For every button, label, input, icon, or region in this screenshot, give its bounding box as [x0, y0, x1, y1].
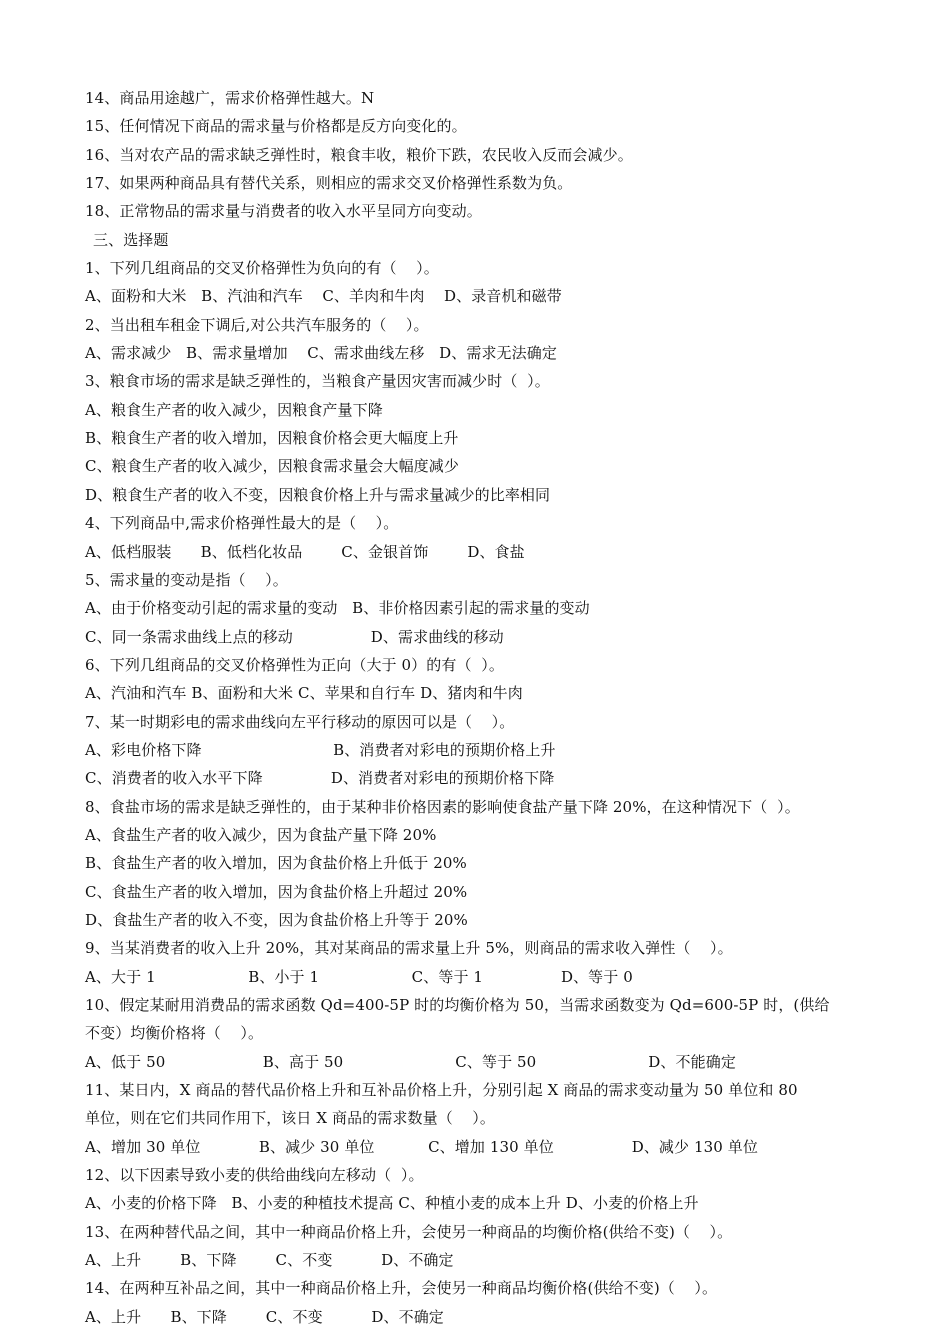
question-3-option-a: A、粮食生产者的收入减少，因粮食产量下降	[85, 400, 383, 419]
question-7-options-cd: C、消费者的收入水平下降 D、消费者对彩电的预期价格下降	[85, 769, 555, 788]
question-8: 8、食盐市场的需求是缺乏弹性的，由于某种非价格因素的影响使食盐产量下降 20%，在这种情况下（ ）。	[85, 797, 800, 816]
question-2-options: A、需求减少 B、需求量增加 C、需求曲线左移 D、需求无法确定	[85, 344, 557, 363]
question-8-option-c: C、食盐生产者的收入增加，因为食盐价格上升超过 20%	[85, 882, 468, 901]
question-1: 1、下列几组商品的交叉价格弹性为负向的有（ ）。	[85, 259, 439, 278]
question-6: 6、下列几组商品的交叉价格弹性为正向（大于 0）的有（ ）。	[85, 655, 504, 674]
question-10-continued: 不变）均衡价格将（ ）。	[85, 1024, 264, 1043]
question-4: 4、下列商品中,需求价格弹性最大的是（ ）。	[85, 514, 399, 533]
question-14-options: A、上升 B、下降 C、不变 D、不确定	[85, 1307, 444, 1326]
question-8-option-d: D、食盐生产者的收入不变，因为食盐价格上升等于 20%	[85, 910, 468, 929]
question-9-options: A、大于 1 B、小于 1 C、等于 1 D、等于 0	[85, 967, 633, 986]
question-10-options: A、低于 50 B、高于 50 C、等于 50 D、不能确定	[85, 1052, 736, 1071]
question-8-option-b: B、食盐生产者的收入增加，因为食盐价格上升低于 20%	[85, 854, 467, 873]
question-12-options: A、小麦的价格下降 B、小麦的种植技术提高 C、种植小麦的成本上升 D、小麦的价格上升	[85, 1194, 699, 1213]
statement-14: 14、商品用途越广，需求价格弹性越大。N	[85, 89, 375, 107]
question-11: 11、某日内，X 商品的替代品价格上升和互补品价格上升，分别引起 X 商品的需求变动量为 50 单位和 80	[85, 1081, 798, 1100]
question-10: 10、假定某耐用消费品的需求函数 Qd=400-5P 时的均衡价格为 50，当需求函数变为 Qd=600-5P 时，(供给	[85, 996, 830, 1014]
question-11-continued: 单位，则在它们共同作用下，该日 X 商品的需求数量（ ）。	[85, 1109, 495, 1128]
question-5: 5、需求量的变动是指（ ）。	[85, 570, 288, 589]
question-3-option-b: B、粮食生产者的收入增加，因粮食价格会更大幅度上升	[85, 429, 459, 448]
question-13: 13、在两种替代品之间，其中一种商品价格上升，会使另一种商品的均衡价格(供给不变)（ ）。	[85, 1222, 733, 1241]
question-3-option-c: C、粮食生产者的收入减少，因粮食需求量会大幅度减少	[85, 457, 459, 476]
question-5-options-cd: C、同一条需求曲线上点的移动 D、需求曲线的移动	[85, 627, 504, 646]
question-4-options: A、低档服装 B、低档化妆品 C、金银首饰 D、食盐	[85, 542, 525, 561]
question-3-option-d: D、粮食生产者的收入不变，因粮食价格上升与需求量减少的比率相同	[85, 485, 551, 504]
question-14: 14、在两种互补品之间，其中一种商品价格上升，会使另一种商品均衡价格(供给不变)（ ）。	[85, 1279, 718, 1298]
question-1-options: A、面粉和大米 B、汽油和汽车 C、羊肉和牛肉 D、录音机和磁带	[85, 287, 562, 306]
question-11-options: A、增加 30 单位 B、减少 30 单位 C、增加 130 单位 D、减少 130 单位	[85, 1137, 758, 1156]
statement-17: 17、如果两种商品具有替代关系，则相应的需求交叉价格弹性系数为负。	[85, 174, 573, 193]
question-6-options: A、汽油和汽车 B、面粉和大米 C、苹果和自行车 D、猪肉和牛肉	[85, 684, 523, 703]
section-heading: 三、选择题	[93, 230, 169, 249]
question-13-options: A、上升 B、下降 C、不变 D、不确定	[85, 1251, 454, 1270]
question-7: 7、某一时期彩电的需求曲线向左平行移动的原因可以是（ ）。	[85, 712, 515, 731]
statement-16: 16、当对农产品的需求缺乏弹性时，粮食丰收，粮价下跌，农民收入反而会减少。	[85, 145, 633, 164]
question-8-option-a: A、食盐生产者的收入减少，因为食盐产量下降 20%	[85, 825, 437, 844]
question-3: 3、粮食市场的需求是缺乏弹性的，当粮食产量因灾害而减少时（ ）。	[85, 372, 550, 391]
question-5-options-ab: A、由于价格变动引起的需求量的变动 B、非价格因素引起的需求量的变动	[85, 599, 590, 618]
question-9: 9、当某消费者的收入上升 20%，其对某商品的需求量上升 5%，则商品的需求收入弹性（ ）。	[85, 939, 733, 958]
statement-15: 15、任何情况下商品的需求量与价格都是反方向变化的。	[85, 117, 467, 136]
question-12: 12、以下因素导致小麦的供给曲线向左移动（ ）。	[85, 1166, 424, 1185]
document-page	[85, 84, 865, 1331]
question-7-options-ab: A、彩电价格下降 B、消费者对彩电的预期价格上升	[85, 740, 556, 759]
statement-18: 18、正常物品的需求量与消费者的收入水平呈同方向变动。	[85, 202, 482, 221]
question-2: 2、当出租车租金下调后,对公共汽车服务的（ ）。	[85, 315, 429, 334]
